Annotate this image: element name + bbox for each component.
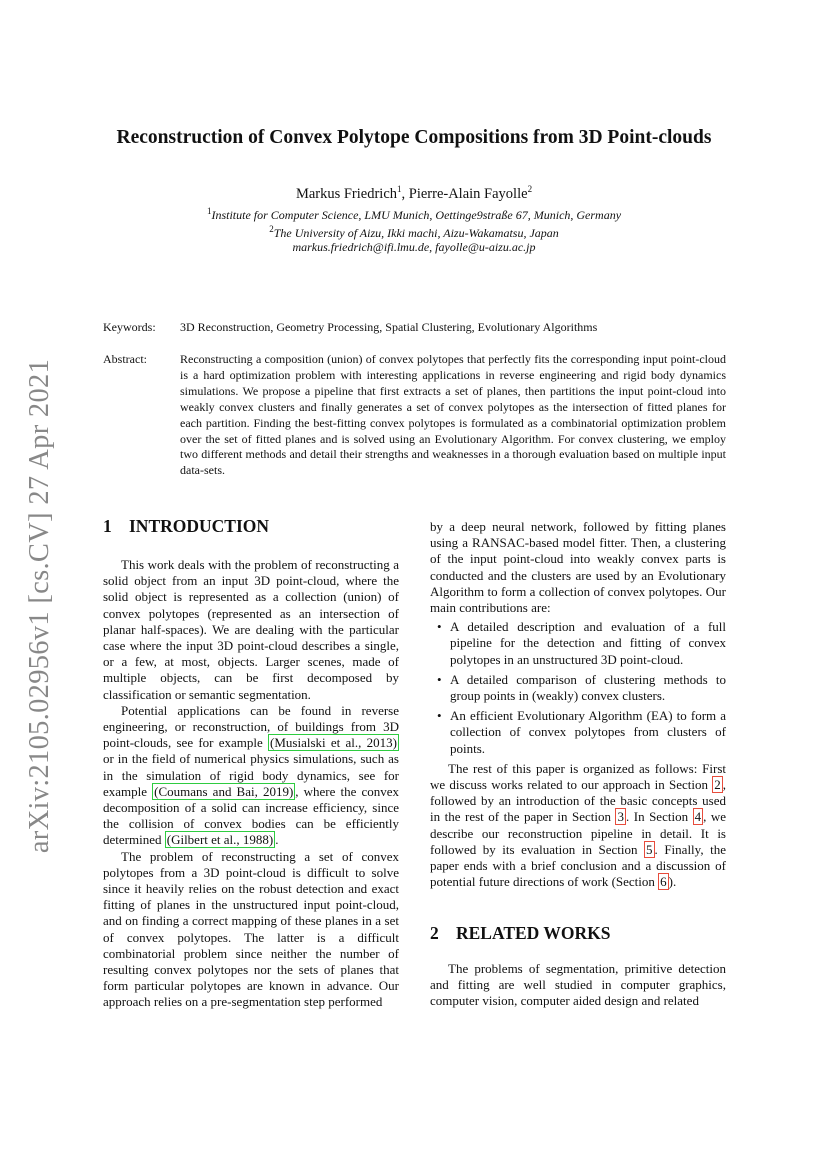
section-2-number: 2 <box>430 923 439 943</box>
org-text-b: , followed by an introduction of the basic concepts used in the rest of the paper in Section <box>430 777 726 825</box>
intro-p2-text-a: Potential applications can be found in reverse engineering, or reconstruction, of buildings from 3D point-clouds, see for example <box>103 702 399 751</box>
contribution-item-1: • A detailed description and evaluation of a full pipeline for the detection and fitting of convex polytopes in an unstructured 3D point-cloud. <box>430 619 726 668</box>
citation-musialski-2013[interactable]: (Musialski et al., 2013) <box>270 735 397 751</box>
affiliation-1-text: Institute for Computer Science, LMU Munich, Oettinge9straße 67, Munich, Germany <box>211 208 622 222</box>
section-ref-3[interactable]: 3 <box>617 809 624 825</box>
section-ref-6[interactable]: 6 <box>660 874 667 890</box>
left-column <box>103 557 399 1011</box>
abstract-label: Abstract: <box>103 352 147 366</box>
citation-coumans-bai-2019[interactable]: (Coumans and Bai, 2019) <box>154 783 294 799</box>
intro-paragraph-2 <box>103 703 399 849</box>
author-separator: , <box>401 185 409 202</box>
section-1-title: INTRODUCTION <box>129 516 270 536</box>
intro-p2-text-d: . <box>275 832 279 848</box>
intro-paragraph-3: The problem of reconstructing a set of convex polytopes from a 3D point-cloud is difficult to solve since it heavily relies on the robust detection and exact fitting of planes in the unstructured input point-cloud, and on finding a correct mapping of these planes in a set of convex polytopes. The latter is a difficult combinatorial problem since neither the number of resulting convex polytopes nor the sets of planes that form particular polytopes are known in advance. Our approach relies on a pre-segmentation step performed <box>103 848 399 1010</box>
arxiv-id: arXiv:2105.02956v1 [cs.CV] 27 Apr 2021 <box>24 358 55 854</box>
section-1-heading <box>103 516 269 537</box>
org-text-e: . Finally, the paper ends with a brief conclusion and a discussion of potential future directions of work (Section <box>430 841 726 890</box>
contribution-item-3: • An efficient Evolutionary Algorithm (EA) to form a collection of convex polytopes from clusters of points. <box>430 708 726 757</box>
keywords-label: Keywords: <box>103 320 156 334</box>
paper-title: Reconstruction of Convex Polytope Compositions from 3D Point-clouds <box>116 127 712 148</box>
org-text-d: , we describe our reconstruction pipeline in detail. It is followed by its evaluation in Section <box>430 809 726 857</box>
intro-p2-text-b: or in the field of numerical physics simulations, such as in the simulation of rigid body dynamics, see for example <box>103 751 399 799</box>
author-2: Pierre-Alain Fayolle <box>408 185 528 202</box>
affiliation-2-text: The University of Aizu, Ikki machi, Aizu-Wakamatsu, Japan <box>273 226 559 240</box>
related-works-column <box>430 961 726 1010</box>
section-ref-5[interactable]: 5 <box>646 841 653 857</box>
affiliation-2-sup: 2 <box>269 224 274 234</box>
author-1: Markus Friedrich <box>295 185 398 202</box>
arxiv-sidebar-stamp <box>22 358 58 854</box>
right-column <box>430 519 726 890</box>
section-2-heading <box>430 923 610 944</box>
contribution-item-2: • A detailed comparison of clustering methods to group points in (weakly) convex clusters. <box>430 672 726 704</box>
citation-gilbert-1988[interactable]: (Gilbert et al., 1988) <box>166 832 274 848</box>
author-2-sup: 2 <box>527 184 533 194</box>
intro-paragraph-continued: by a deep neural network, followed by fitting planes using a RANSAC-based model fitter. Then, a clustering of the input point-cloud into weakly convex parts is conducted and the clusters are used by an Evolutionary Algorithm to form a collection of convex polytopes. Our main contributions are: <box>430 519 726 616</box>
affiliation-2 <box>0 224 828 241</box>
org-text-a: The rest of this paper is organized as follows: First we discuss works related to our approach in Section <box>430 760 726 793</box>
abstract-text: Reconstructing a composition (union) of convex polytopes that perfectly fits the corresponding input point-cloud is a hard optimization problem with interesting applications in reverse engineering and rigid body dynamics simulations. We propose a pipeline that first extracts a set of planes, then partitions the input point-cloud into weakly convex clusters and finally generates a set of convex polytopes as the intersection of fitted planes for each partition. Finding the best-fitting convex polytopes is formulated as a combinatorial optimization problem over the set of fitted planes and is solved using an Evolutionary Algorithm. For convex clustering, we employ two different methods and detail their strengths and weaknesses in a thorough evaluation based on multiple input data-sets. <box>180 352 726 478</box>
org-text-f: ). <box>668 874 677 890</box>
intro-paragraph-1: This work deals with the problem of reconstructing a solid object from an input 3D point-cloud, where the solid object is represented as a collection (union) of convex polytopes (represented as an intersection of planar half-spaces). We are dealing with the particular case where the input 3D point-cloud describes a single, or a few, at most, objects. Larger scenes, made of multiple objects, can be first decomposed by classification or semantic segmentation. <box>103 557 399 702</box>
authors <box>0 184 828 203</box>
affiliation-1 <box>0 206 828 223</box>
paper-organization-paragraph <box>430 761 726 891</box>
author-emails: markus.friedrich@ifi.lmu.de, fayolle@u-aizu.ac.jp <box>292 240 536 254</box>
section-ref-2[interactable]: 2 <box>714 777 721 793</box>
keywords-text: 3D Reconstruction, Geometry Processing, Spatial Clustering, Evolutionary Algorithms <box>180 320 598 334</box>
contributions-list <box>430 619 726 757</box>
section-ref-4[interactable]: 4 <box>694 809 702 825</box>
section-2-title: RELATED WORKS <box>456 923 611 943</box>
related-works-paragraph-1: The problems of segmentation, primitive detection and fitting are well studied in computer graphics, computer vision, computer aided design and related <box>430 961 726 1009</box>
author-1-sup: 1 <box>397 184 402 194</box>
section-1-number: 1 <box>103 516 112 536</box>
affiliation-1-sup: 1 <box>206 206 212 216</box>
intro-p2-text-c: , where the convex decomposition of a solid can increase efficiency, since the collision of convex bodies can be efficiently determined <box>103 783 399 848</box>
org-text-c: . In Section <box>625 809 693 825</box>
